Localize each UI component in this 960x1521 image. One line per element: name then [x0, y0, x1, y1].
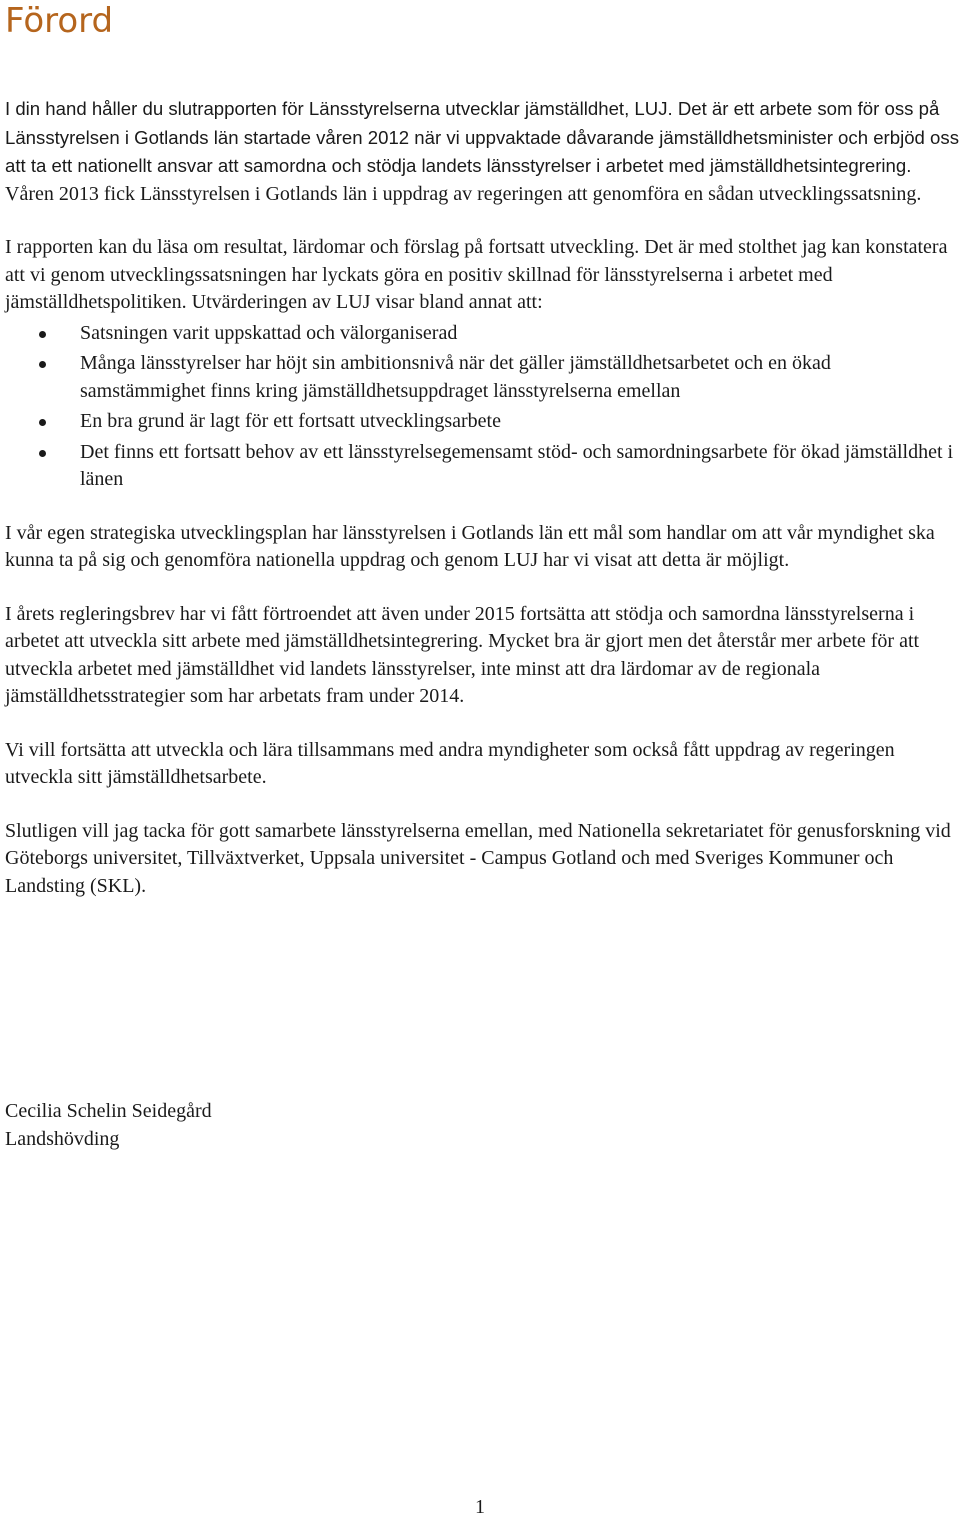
list-item-text: Satsningen varit uppskattad och välorganiserad: [80, 321, 458, 344]
page-title: Förord: [5, 1, 114, 41]
intro-sans-text: I din hand håller du slutrapporten för Länsstyrelserna utvecklar jämställdhet, LUJ. Det är ett arbete som för oss på Länsstyrelsen i Gotlands län startade våren 2012 när vi uppvaktade dåvarande jämställdhetsminister och erbjöd oss att ta ett nationellt ansvar att samordna och stödja landets länsstyrelser i arbetet med jämställdhetsintegrering.: [5, 98, 959, 176]
list-item: [5, 320, 960, 348]
list-item-text: Det finns ett fortsatt behov av ett länsstyrelsegemensamt stöd- och samordningsarbete för ökad jämställdhet i länen: [80, 440, 954, 490]
thanks-paragraph: Slutligen vill jag tacka för gott samarbete länsstyrelserna emellan, med Nationella sekretariatet för genusforskning vid Göteborgs universitet, Tillväxtverket, Uppsala universitet - Campus Gotland och med Sveriges Kommuner och Landsting (SKL).: [5, 819, 951, 897]
results-paragraph: I rapporten kan du läsa om resultat, lärdomar och förslag på fortsatt utveckling. Det är med stolthet jag kan konstatera att vi genom utvecklingssatsningen har lyckats göra en positiv skillnad för länsstyrelserna i arbetet med jämställdhetspolitiken. Utvärderingen av LUJ visar bland annat att:: [5, 236, 948, 313]
list-item: [5, 408, 960, 436]
signature-name: Cecilia Schelin Seidegård: [5, 1100, 212, 1122]
list-item-text: Många länsstyrelser har höjt sin ambitionsnivå när det gäller jämställdhetsarbetet och en ökad samstämmighet finns kring jämställdhetsuppdraget länsstyrelserna emellan: [80, 352, 831, 402]
page-number: 1: [475, 1496, 485, 1518]
bullet-icon: [39, 361, 46, 368]
list-item-text: En bra grund är lagt för ett fortsatt utvecklingsarbete: [80, 410, 501, 432]
bullet-icon: [39, 419, 46, 426]
continue-paragraph: Vi vill fortsätta att utveckla och lära tillsammans med andra myndigheter som också fått uppdrag av regeringen utveckla sitt jämställdhetsarbete.: [5, 738, 895, 788]
signature-role: Landshövding: [5, 1128, 120, 1150]
list-item: [5, 350, 960, 405]
regulation-paragraph: I årets regleringsbrev har vi fått förtroendet att även under 2015 fortsätta att stödja och samordna länsstyrelserna i arbetet att utveckla sitt arbete med jämställdhetsintegrering. Mycket bra är gjort men det återstår mer arbete för att utveckla arbetet med jämställdhet vid landets länsstyrelser, inte minst att dra lärdomar av de regionala jämställdhetsstrategier som har arbetats fram under 2014.: [5, 602, 920, 707]
list-item: [5, 439, 960, 494]
bullet-icon: [39, 331, 46, 338]
intro-paragraph: [5, 95, 960, 208]
document-body: [5, 95, 960, 926]
evaluation-bullet-list: [5, 320, 960, 494]
strategy-paragraph: I vår egen strategiska utvecklingsplan har länsstyrelsen i Gotlands län ett mål som handlar om att vår myndighet ska kunna ta på sig och genomföra nationella uppdrag och genom LUJ har vi visat att detta är möjligt.: [5, 521, 935, 571]
signature-block: [5, 1097, 212, 1153]
intro-serif-text: Våren 2013 fick Länsstyrelsen i Gotlands län i uppdrag av regeringen att genomföra en sådan utvecklingssatsning.: [5, 182, 922, 205]
bullet-icon: [39, 450, 46, 457]
